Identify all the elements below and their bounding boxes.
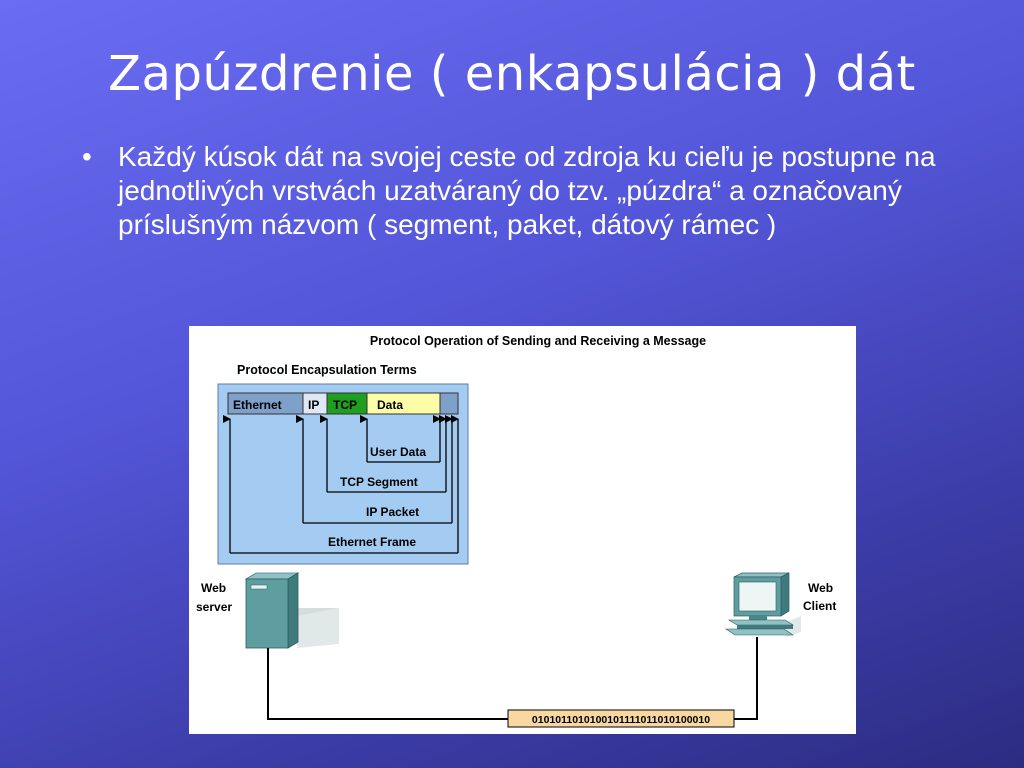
client-cable — [734, 637, 757, 719]
bitstream-text: 0101011010100101111011010100010 — [531, 714, 711, 726]
figure-title: Protocol Operation of Sending and Receiving a Message — [369, 334, 707, 348]
client-label-line1: Web — [808, 581, 834, 595]
protocol-diagram — [189, 326, 856, 734]
server-label-line1: Web — [201, 581, 227, 595]
web-server-icon — [246, 573, 339, 648]
ethernet-field-label: Ethernet — [233, 398, 282, 412]
encapsulation-heading: Protocol Encapsulation Terms — [237, 363, 417, 377]
slide-title: Zapúzdrenie ( enkapsulácia ) dát — [108, 46, 916, 102]
server-cable — [268, 648, 508, 719]
client-label-line2: Client — [803, 599, 837, 613]
web-client-icon — [726, 573, 801, 637]
server-label-line2: server — [196, 600, 233, 614]
ethernet-frame-label: Ethernet Frame — [328, 535, 417, 549]
diagram-canvas — [189, 326, 856, 734]
data-field-label: Data — [377, 398, 404, 412]
user-data-label: User Data — [370, 445, 427, 459]
tcp-field-label: TCP — [333, 398, 357, 412]
ip-field-label: IP — [308, 398, 320, 412]
tcp-segment-label: TCP Segment — [340, 475, 418, 489]
bullet-list — [78, 140, 958, 242]
bullet-item: • Každý kúsok dát na svojej ceste od zdroja ku cieľu je postupne na jednotlivých vrstvách uzatváraný do tzv. „púzdra“ a označovaný príslušným názvom ( segment, paket, dátový rámec ) — [78, 140, 958, 242]
ethernet-trailer-field — [440, 393, 458, 414]
ip-packet-label: IP Packet — [366, 505, 420, 519]
